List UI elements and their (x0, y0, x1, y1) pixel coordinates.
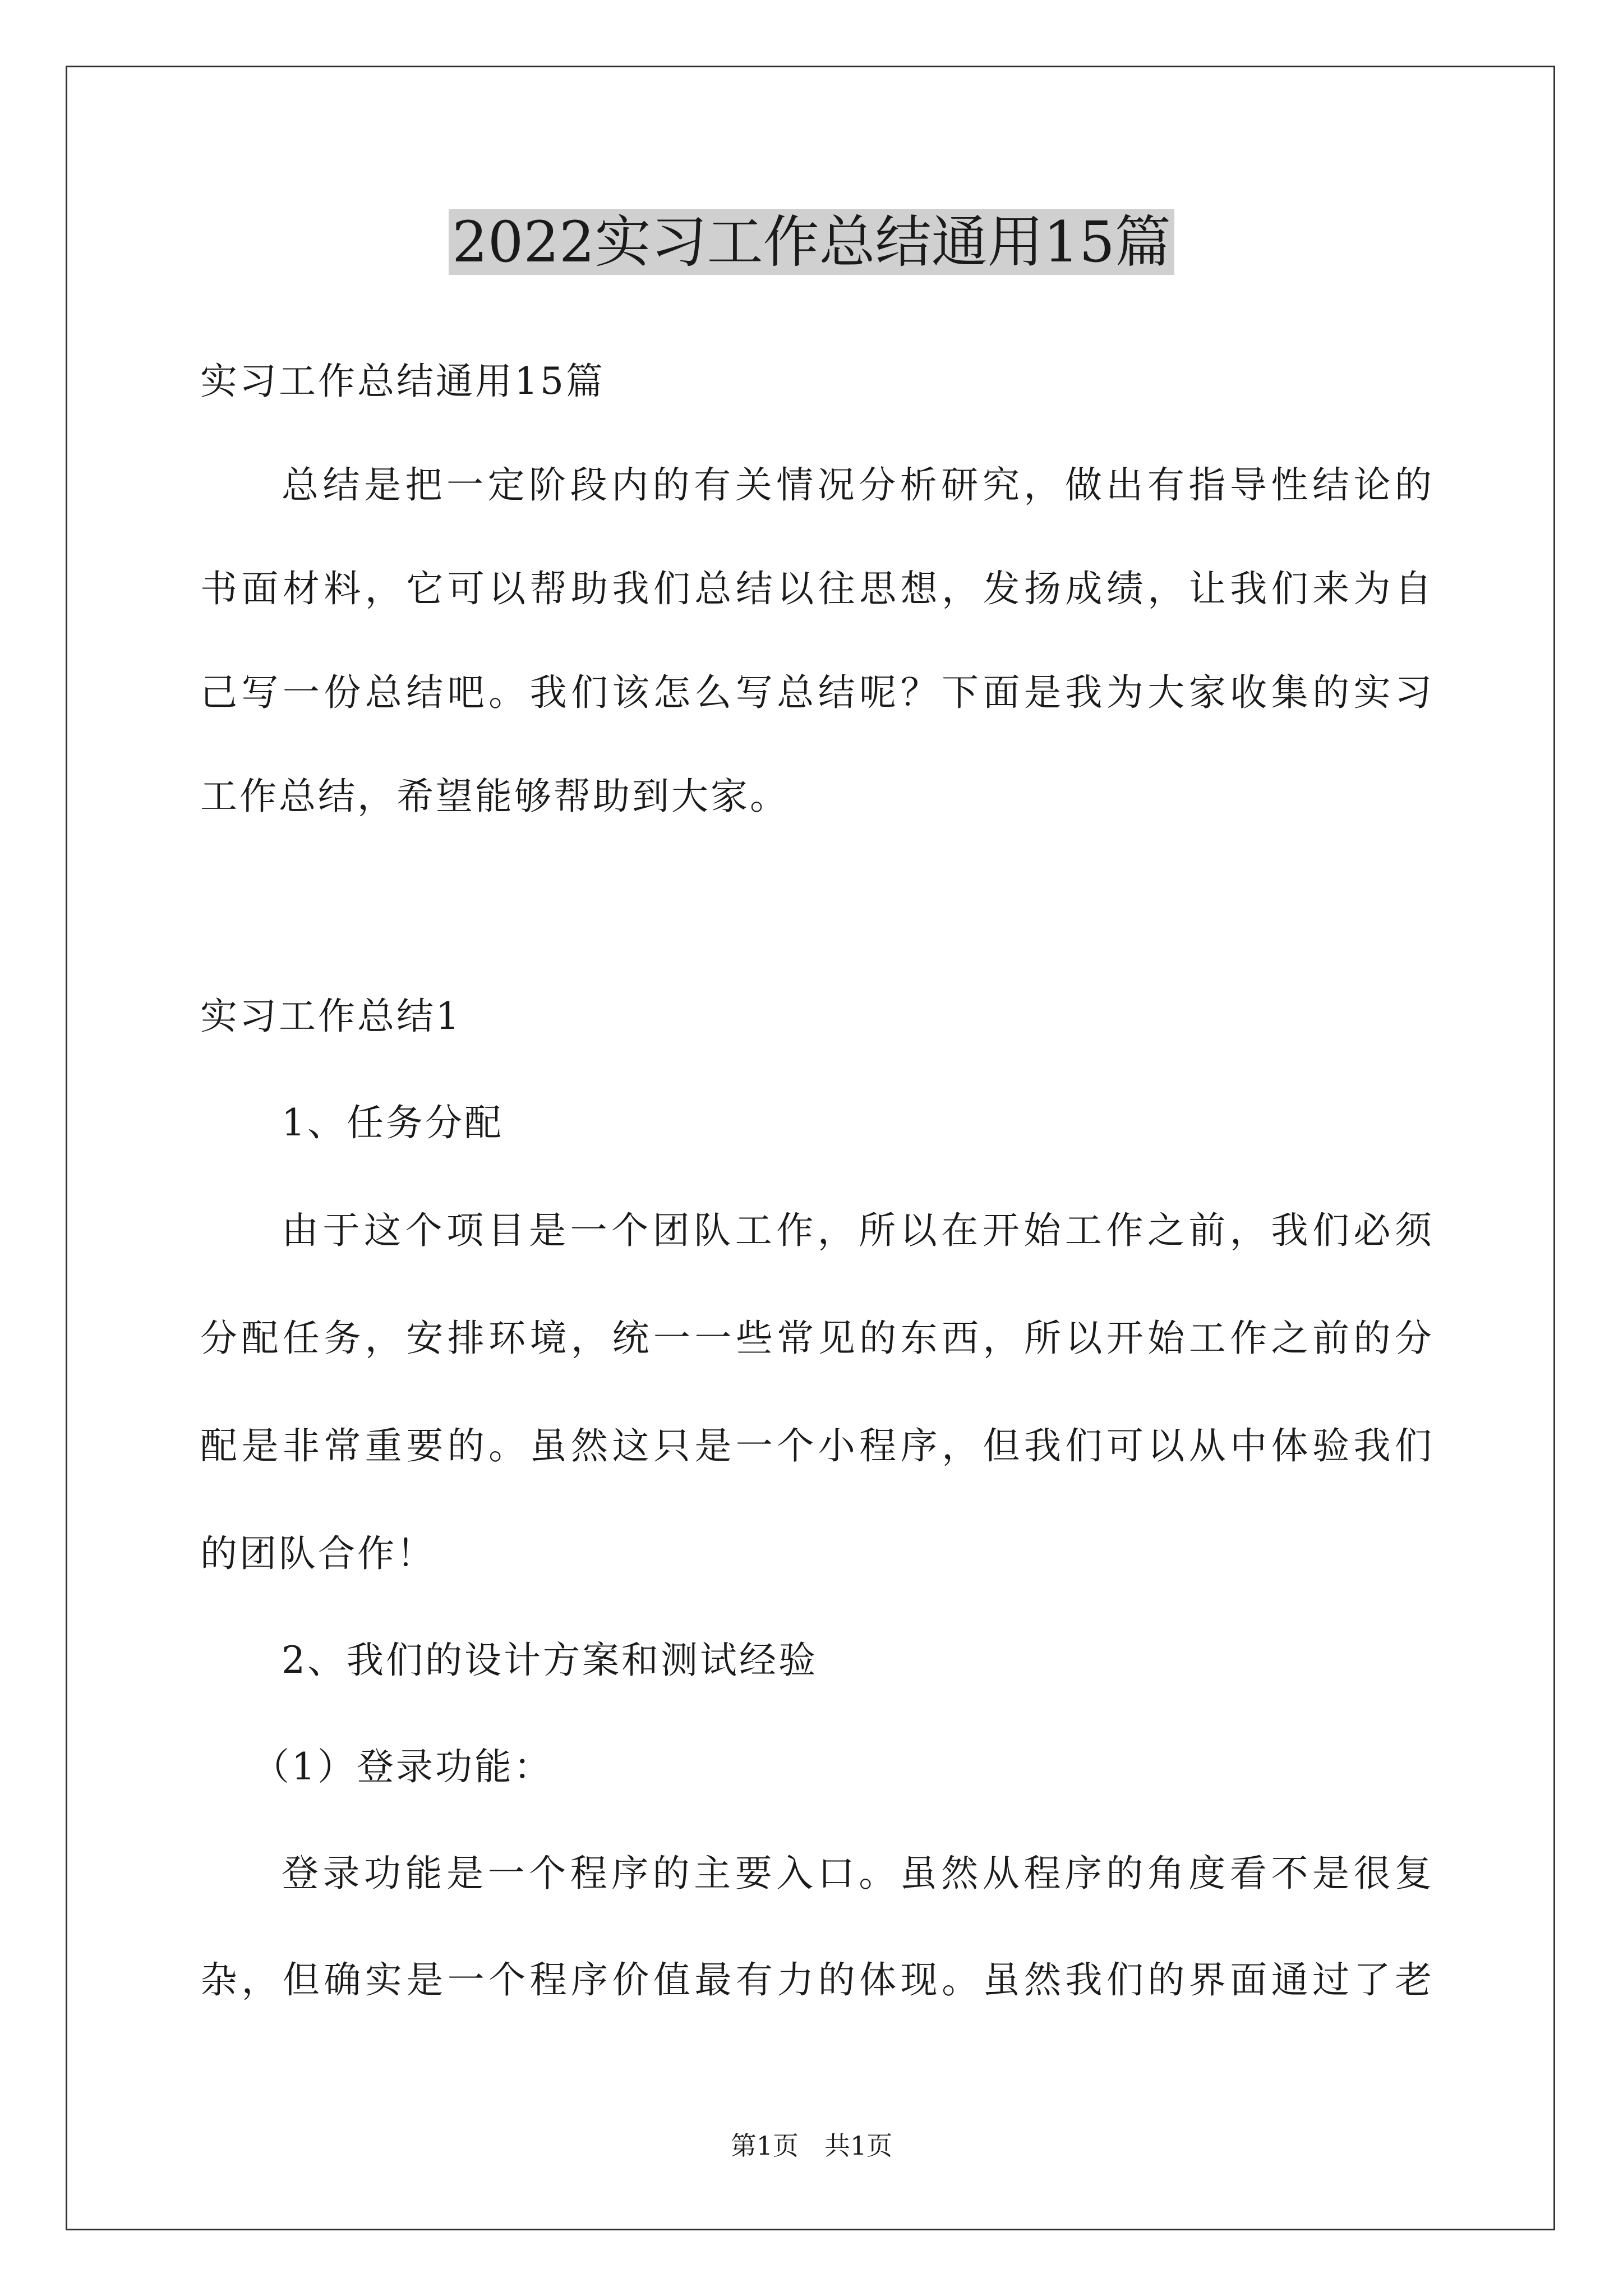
item1-line-4: 的团队合作！ (200, 1532, 436, 1575)
item1-line-2: 分配任务，安排环境，统一一些常见的东西，所以开始工作之前的分 (200, 1317, 1434, 1360)
page-footer: 第1页 共1页 (730, 2131, 893, 2161)
intro-line-1: 总结是把一定阶段内的有关情况分析研究，做出有指导性结论的 (282, 463, 1434, 507)
document-title-text: 2022实习工作总结通用15篇 (449, 209, 1174, 275)
item1-line-1: 由于这个项目是一个团队工作，所以在开始工作之前，我们必须 (282, 1209, 1434, 1252)
sub1-line-1: 登录功能是一个程序的主要入口。虽然从程序的角度看不是很复 (282, 1852, 1434, 1895)
section-heading: 实习工作总结1 (200, 995, 462, 1038)
sub1-heading: （1）登录功能： (252, 1745, 553, 1788)
intro-line-4: 工作总结，希望能够帮助到大家。 (200, 775, 789, 818)
item2-heading: 2、我们的设计方案和测试经验 (282, 1639, 818, 1682)
intro-line-3: 己写一份总结吧。我们该怎么写总结呢？下面是我为大家收集的实习 (200, 671, 1434, 714)
intro-line-2: 书面材料，它可以帮助我们总结以往思想，发扬成绩，让我们来为自 (200, 567, 1434, 610)
subtitle: 实习工作总结通用15篇 (200, 360, 605, 403)
document-title (0, 203, 1623, 282)
item1-heading: 1、任务分配 (282, 1101, 504, 1144)
sub1-line-2: 杂，但确实是一个程序价值最有力的体现。虽然我们的界面通过了老 (200, 1958, 1434, 2001)
item1-line-3: 配是非常重要的。虽然这只是一个小程序，但我们可以从中体验我们 (200, 1424, 1434, 1467)
